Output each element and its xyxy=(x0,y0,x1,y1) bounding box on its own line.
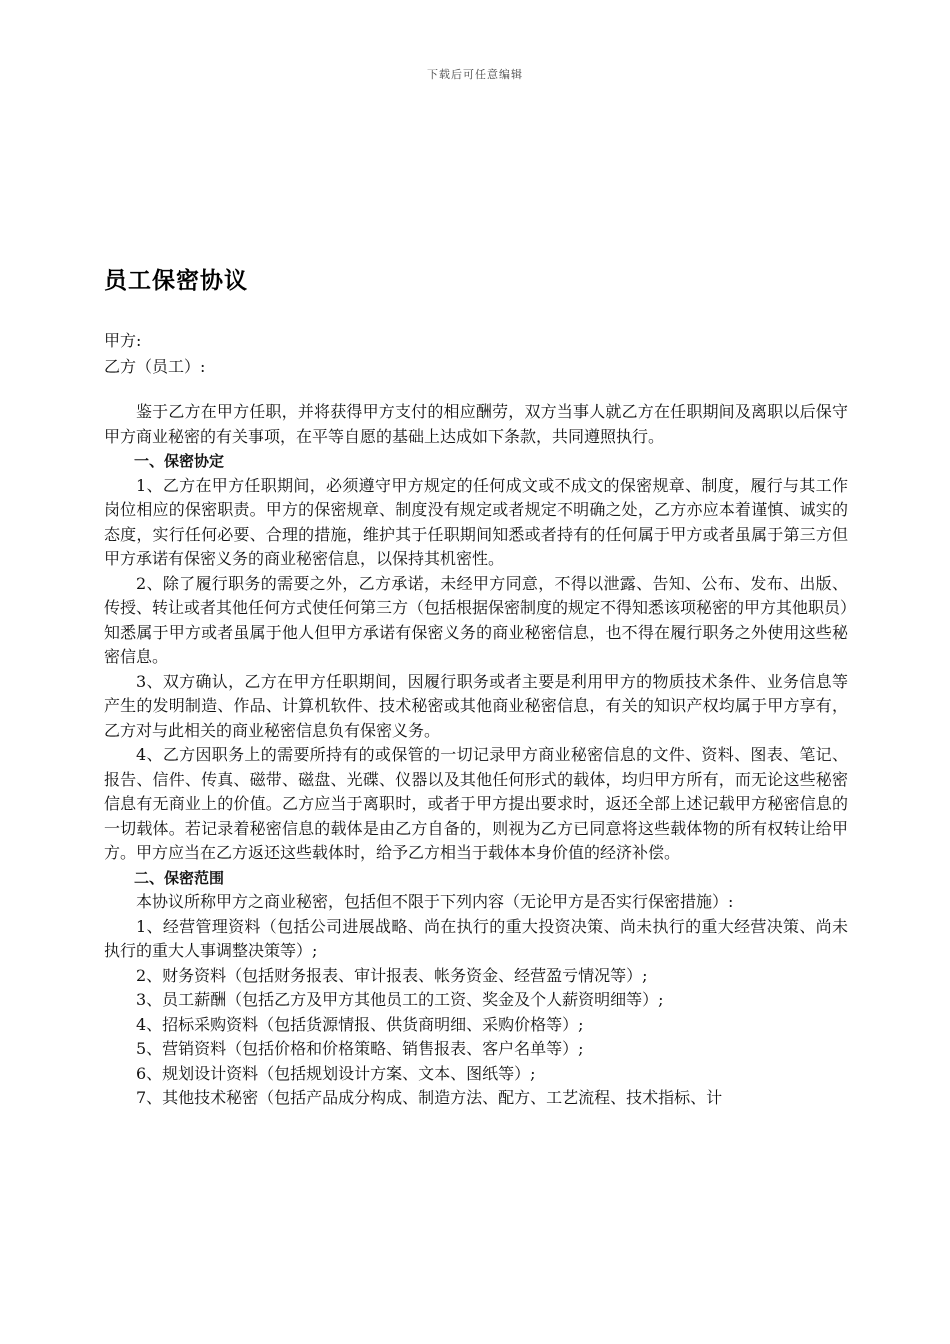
parties-block xyxy=(104,328,205,380)
section-1-clause-4: 4、乙方因职务上的需要所持有的或保管的一切记录甲方商业秘密信息的文件、资料、图表、笔记、报告、信件、传真、磁带、磁盘、光碟、仪器以及其他任何形式的载体，均归甲方所有，而无论这些秘密信息有无商业上的价值。乙方应当于离职时，或者于甲方提出要求时，返还全部上述记载甲方秘密信息的一切载体。若记录着秘密信息的载体是由乙方自备的，则视为乙方已同意将这些载体物的所有权转让给甲方。甲方应当在乙方返还这些载体时，给予乙方相当于载体本身价值的经济补偿。 xyxy=(104,745,848,862)
section-1-clause-1: 1、乙方在甲方任职期间，必须遵守甲方规定的任何成文或不成文的保密规章、制度，履行与其工作岗位相应的保密职责。甲方的保密规章、制度没有规定或者规定不明确之处，乙方亦应本着谨慎、诚实的态度，实行任何必要、合理的措施，维护其于任职期间知悉或者持有的任何属于甲方或者虽属于第三方但甲方承诺有保密义务的商业秘密信息，以保持其机密性。 xyxy=(104,475,848,568)
section-2-intro: 本协议所称甲方之商业秘密，包括但不限于下列内容（无论甲方是否实行保密措施）: xyxy=(136,892,734,911)
section-1-clause-3: 3、双方确认，乙方在甲方任职期间，因履行职务或者主要是利用甲方的物质技术条件、业务信息等产生的发明制造、作品、计算机软件、技术秘密或其他商业秘密信息，有关的知识产权均属于甲方享有，乙方对与此相关的商业秘密信息负有保密义务。 xyxy=(104,671,848,740)
agreement-body xyxy=(104,400,848,1111)
section-2-item-4: 4、招标采购资料（包括货源情报、供货商明细、采购价格等）; xyxy=(136,1014,584,1034)
section-2-item-6: 6、规划设计资料（包括规划设计方案、文本、图纸等）; xyxy=(136,1063,536,1083)
intro-paragraph: 鉴于乙方在甲方任职，并将获得甲方支付的相应酬劳，双方当事人就乙方在任职期间及离职以后保守甲方商业秘密的有关事项，在平等自愿的基础上达成如下条款，共同遵照执行。 xyxy=(104,402,848,446)
header-note: 下载后可任意编辑 xyxy=(427,68,523,81)
section-1-heading: 一、保密协定 xyxy=(134,452,225,470)
section-2-item-3: 3、员工薪酬（包括乙方及甲方其他员工的工资、奖金及个人薪资明细等）; xyxy=(136,990,664,1009)
section-2-item-1: 1、经营管理资料（包括公司进展战略、尚在执行的重大投资决策、尚未执行的重大经营决策、尚未执行的重大人事调整决策等）; xyxy=(104,916,848,960)
section-2-item-5: 5、营销资料（包括价格和价格策略、销售报表、客户名单等）; xyxy=(136,1039,584,1058)
document-title: 员工保密协议 xyxy=(104,268,248,294)
section-2-item-7: 7、其他技术秘密（包括产品成分构成、制造方法、配方、工艺流程、技术指标、计 xyxy=(136,1088,723,1107)
section-2-heading: 二、保密范围 xyxy=(134,868,225,887)
section-1-clause-2: 2、除了履行职务的需要之外，乙方承诺，未经甲方同意，不得以泄露、告知、公布、发布、出版、传授、转让或者其他任何方式使任何第三方（包括根据保密制度的规定不得知悉该项秘密的甲方其他职员）知悉属于甲方或者虽属于他人但甲方承诺有保密义务的商业秘密信息，也不得在履行职务之外使用这些秘密信息。 xyxy=(104,573,849,666)
section-2-item-2: 2、财务资料（包括财务报表、审计报表、帐务资金、经营盈亏情况等）; xyxy=(136,965,648,985)
party-a-line: 甲方: xyxy=(104,331,142,350)
party-b-line: 乙方（员工）: xyxy=(104,357,206,376)
